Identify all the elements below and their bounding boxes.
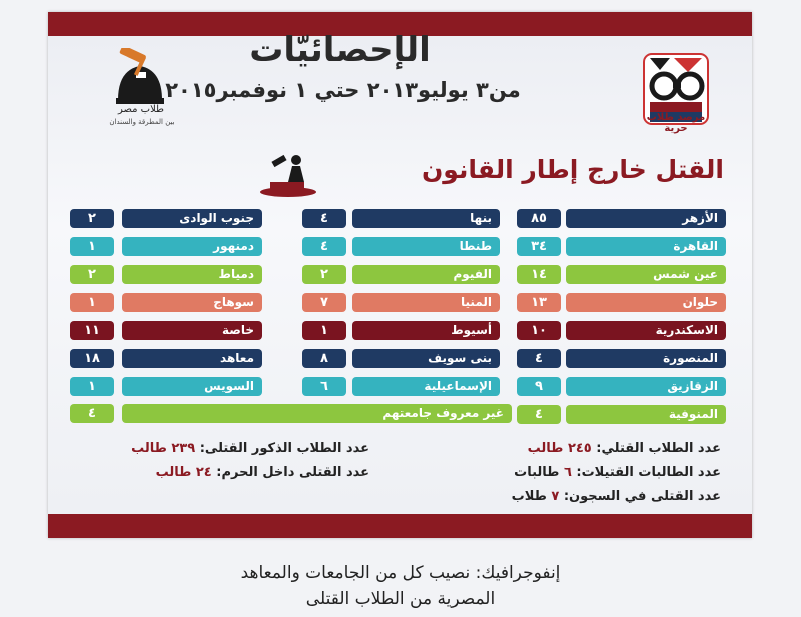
left-row-label: سوهاج [122, 293, 262, 312]
right-row-label: المنصورة [566, 349, 726, 368]
stat-female-label: عدد الطالبات القتيلات: [576, 465, 721, 480]
stat-female-unit: طالبات [514, 465, 560, 480]
right-row-count: ٩ [517, 377, 561, 396]
middle-row-label: بنها [352, 209, 500, 228]
stat-total-value: ٢٤٥ طالب [527, 441, 592, 456]
right-row-count: ٣٤ [517, 237, 561, 256]
right-row-label: عين شمس [566, 265, 726, 284]
middle-row-label: بنى سويف [352, 349, 500, 368]
right-row-label: حلوان [566, 293, 726, 312]
stat-male-value: ٢٣٩ طالب [131, 441, 196, 456]
middle-row-count: ٦ [302, 377, 346, 396]
page-title: الإحصائيّات [249, 30, 431, 70]
stat-female [514, 465, 721, 480]
middle-row-count: ٤ [302, 209, 346, 228]
right-row-count: ١٣ [517, 293, 561, 312]
left-row-count: ٢ [70, 265, 114, 284]
left-row-count: ١ [70, 293, 114, 312]
bottom-bar [48, 514, 752, 538]
stat-campus-value: ٢٤ طالب [155, 465, 212, 480]
right-row-count: ٨٥ [517, 209, 561, 228]
stat-prison-label: عدد القتلى في السجون: [563, 489, 721, 504]
middle-row-count: ٢ [302, 265, 346, 284]
right-row-count: ١٠ [517, 321, 561, 340]
stat-male [131, 441, 369, 456]
logo-right-name: مرصد طلاب حرية [646, 112, 706, 134]
right-row-label: الزقازيق [566, 377, 726, 396]
left-row-count: ١ [70, 237, 114, 256]
middle-row-label: المنيا [352, 293, 500, 312]
left-row-count: ٢ [70, 209, 114, 228]
middle-row-count: ٨ [302, 349, 346, 368]
left-row-count: ١٨ [70, 349, 114, 368]
right-row-count: ٤ [517, 405, 561, 424]
left-row-count: ١١ [70, 321, 114, 340]
right-row-label: المنوفية [566, 405, 726, 424]
middle-row-label: الفيوم [352, 265, 500, 284]
stat-total [528, 441, 721, 456]
stat-total-label: عدد الطلاب القتلي: [596, 441, 721, 456]
middle-row-label: أسيوط [352, 321, 500, 340]
stat-prison-unit: طلاب [511, 489, 547, 504]
date-range-subtitle: من٣ يوليو٢٠١٣ حتي ١ نوفمبر٢٠١٥ [165, 78, 521, 102]
unknown-university-label: غير معروف جامعتهم [122, 404, 512, 423]
right-row-label: القاهرة [566, 237, 726, 256]
middle-row-count: ٤ [302, 237, 346, 256]
right-row-count: ٤ [517, 349, 561, 368]
middle-row-label: الإسماعيلية [352, 377, 500, 396]
left-row-label: السويس [122, 377, 262, 396]
logo-left-subtitle: بين المطرقة والسندان [109, 118, 175, 126]
stat-male-label: عدد الطلاب الذكور القتلى: [199, 441, 369, 456]
unknown-university-count: ٤ [70, 404, 114, 423]
left-row-label: جنوب الوادى [122, 209, 262, 228]
middle-row-count: ٧ [302, 293, 346, 312]
right-row-label: الأزهر [566, 209, 726, 228]
middle-row-label: طنطا [352, 237, 500, 256]
caption-line-1: إنفوجرافيك: نصيب كل من الجامعات والمعاهد [240, 563, 561, 583]
right-row-count: ١٤ [517, 265, 561, 284]
middle-row-count: ١ [302, 321, 346, 340]
stat-campus [156, 465, 369, 480]
stat-campus-label: عدد القتلى داخل الحرم: [216, 465, 369, 480]
caption-line-2: المصرية من الطلاب القتلى [305, 589, 496, 609]
stat-female-value: ٦ [563, 465, 572, 480]
left-row-label: معاهد [122, 349, 262, 368]
right-row-label: الاسكندرية [566, 321, 726, 340]
logo-left-name: طلاب مصر [117, 104, 165, 115]
section-title: القتل خارج إطار القانون [421, 155, 724, 184]
left-row-label: خاصة [122, 321, 262, 340]
stat-prison [512, 489, 721, 504]
left-row-count: ١ [70, 377, 114, 396]
stat-prison-value: ٧ [551, 489, 560, 504]
left-row-label: دمياط [122, 265, 262, 284]
left-row-label: دمنهور [122, 237, 262, 256]
judge-gavel-icon [258, 152, 318, 198]
